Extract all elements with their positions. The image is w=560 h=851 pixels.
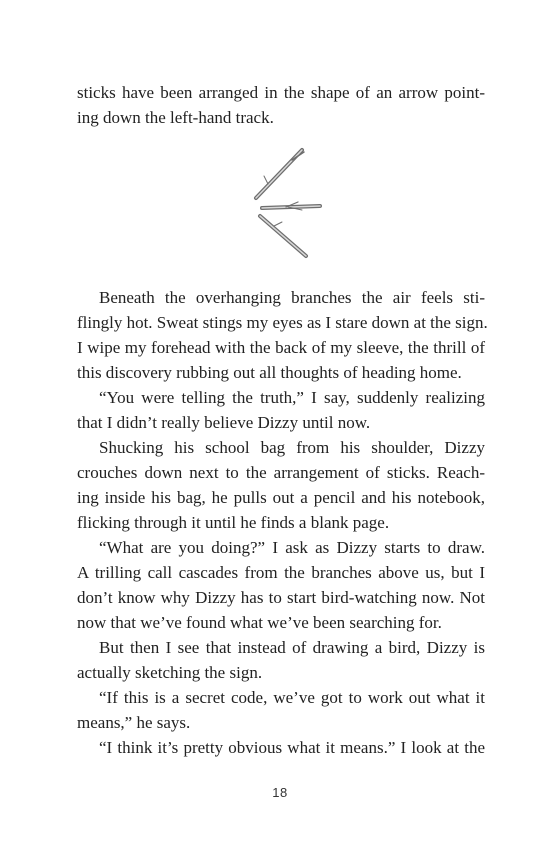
text-line: flicking through it until he finds a blank page. bbox=[77, 513, 390, 532]
text-line: actually sketching the sign. bbox=[77, 663, 263, 682]
text-line: this discovery rubbing out all thoughts of heading home. bbox=[77, 363, 462, 382]
text-line: “If this is a secret code, we’ve got to work out what it bbox=[99, 688, 485, 707]
page-number: 18 bbox=[272, 785, 288, 800]
text-line: ing down the left-hand track. bbox=[77, 108, 274, 127]
text-line: “What are you doing?” I ask as Dizzy starts to draw. bbox=[99, 538, 485, 557]
text-line: Beneath the overhanging branches the air feels sti- bbox=[99, 288, 485, 307]
text-line: sticks have been arranged in the shape of an arrow point- bbox=[77, 83, 485, 102]
text-line: “You were telling the truth,” I say, suddenly realizing bbox=[99, 388, 485, 407]
text-line: But then I see that instead of drawing a bird, Dizzy is bbox=[99, 638, 485, 657]
text-line: Shucking his school bag from his shoulder, Dizzy bbox=[99, 438, 485, 457]
text-line: flingly hot. Sweat stings my eyes as I stare down at the sign. bbox=[77, 313, 488, 332]
stick-arrow-illustration bbox=[248, 146, 326, 262]
text-line: “I think it’s pretty obvious what it means.” I look at the bbox=[99, 738, 485, 757]
text-line: I wipe my forehead with the back of my sleeve, the thrill of bbox=[77, 338, 485, 357]
text-line: A trilling call cascades from the branches above us, but I bbox=[77, 563, 485, 582]
text-line: crouches down next to the arrangement of sticks. Reach- bbox=[77, 463, 485, 482]
text-line: now that we’ve found what we’ve been searching for. bbox=[77, 613, 442, 632]
text-line: ing inside his bag, he pulls out a pencil and his notebook, bbox=[77, 488, 485, 507]
text-line: don’t know why Dizzy has to start bird-watching now. Not bbox=[77, 588, 485, 607]
text-line: means,” he says. bbox=[77, 713, 191, 732]
text-line: that I didn’t really believe Dizzy until now. bbox=[77, 413, 371, 432]
